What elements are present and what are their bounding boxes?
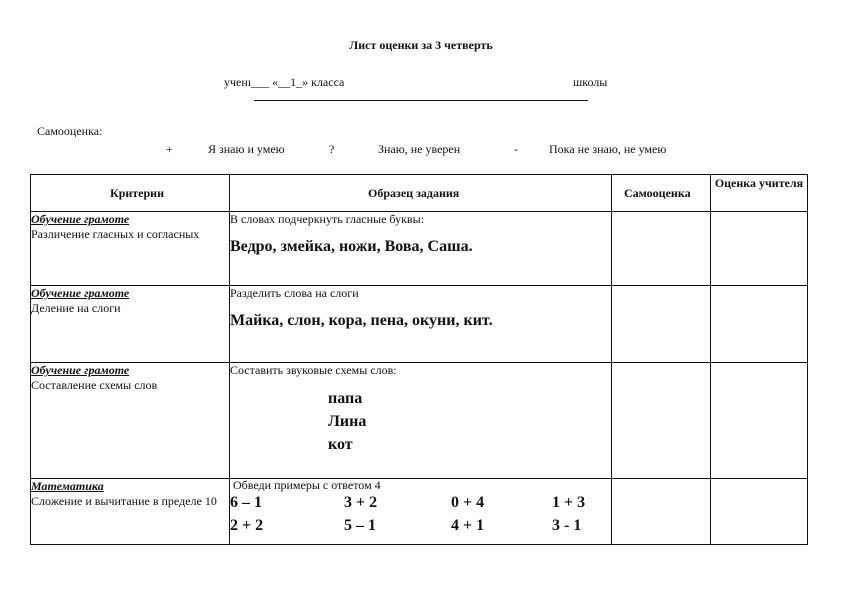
header-teacher-grade: Оценка учителя (711, 175, 808, 212)
example-item[interactable]: 0 + 4 (451, 494, 485, 511)
criterion-text: Деление на слоги (31, 301, 121, 315)
table-row (31, 286, 808, 363)
task-instruction: Разделить слова на слоги (230, 286, 359, 300)
student-class-line: ученı___ «__1_» класса (224, 75, 345, 89)
topic-label: Обучение грамоте (31, 212, 130, 226)
table-header-row (31, 175, 808, 212)
legend-meaning-minus: Пока не знаю, не умею (549, 142, 667, 156)
word-item: кот (328, 436, 353, 453)
criterion-text: Различение гласных и согласных (31, 227, 200, 241)
self-assessment-cell[interactable] (612, 212, 711, 286)
word-item: Лина (328, 413, 367, 430)
examples-grid (230, 492, 611, 540)
criterion-cell (31, 363, 230, 479)
example-item[interactable]: 3 - 1 (552, 517, 582, 534)
criterion-text: Сложение и вычитание в пределе 10 (31, 494, 217, 508)
task-content: Ведро, змейка, ножи, Вова, Саша. (230, 238, 473, 255)
topic-label: Математика (31, 479, 104, 493)
legend-symbol-question: ? (329, 142, 335, 156)
teacher-grade-cell[interactable] (711, 286, 808, 363)
name-underline (254, 100, 588, 101)
example-item[interactable]: 6 – 1 (230, 494, 262, 511)
example-item[interactable]: 5 – 1 (344, 517, 376, 534)
legend-meaning-plus: Я знаю и умею (208, 142, 285, 156)
task-instruction: Обведи примеры с ответом 4 (233, 478, 381, 492)
task-content: Майка, слон, кора, пена, окуни, кит. (230, 312, 493, 329)
task-cell (230, 286, 612, 363)
teacher-grade-cell[interactable] (711, 212, 808, 286)
header-criteria: Критерии (31, 175, 230, 212)
task-cell (230, 479, 612, 545)
self-assessment-label: Самооценка: (37, 124, 103, 138)
task-instruction: В словах подчеркнуть гласные буквы: (230, 212, 424, 226)
task-cell (230, 363, 612, 479)
table-row (31, 479, 808, 545)
header-task-sample: Образец задания (230, 175, 612, 212)
self-assessment-cell[interactable] (612, 286, 711, 363)
task-cell (230, 212, 612, 286)
table-row (31, 212, 808, 286)
criterion-cell (31, 212, 230, 286)
assessment-table (30, 174, 808, 545)
teacher-grade-cell[interactable] (711, 363, 808, 479)
criterion-text: Составление схемы слов (31, 378, 158, 392)
school-label: школы (573, 75, 608, 89)
table-row (31, 363, 808, 479)
page-title: Лист оценки за 3 четверть (349, 38, 493, 52)
legend-symbol-plus: + (166, 142, 173, 156)
example-item[interactable]: 2 + 2 (230, 517, 264, 534)
example-item[interactable]: 4 + 1 (451, 517, 485, 534)
header-self-assessment: Самооценка (612, 175, 711, 212)
example-item[interactable]: 1 + 3 (552, 494, 586, 511)
word-list (328, 387, 611, 456)
self-assessment-cell[interactable] (612, 479, 711, 545)
example-item[interactable]: 3 + 2 (344, 494, 378, 511)
legend-meaning-question: Знаю, не уверен (378, 142, 461, 156)
criterion-cell (31, 479, 230, 545)
teacher-grade-cell[interactable] (711, 479, 808, 545)
topic-label: Обучение грамоте (31, 363, 130, 377)
task-instruction: Составить звуковые схемы слов: (230, 363, 397, 377)
legend-symbol-minus: - (514, 142, 518, 156)
criterion-cell (31, 286, 230, 363)
self-assessment-cell[interactable] (612, 363, 711, 479)
word-item: папа (328, 390, 363, 407)
topic-label: Обучение грамоте (31, 286, 130, 300)
